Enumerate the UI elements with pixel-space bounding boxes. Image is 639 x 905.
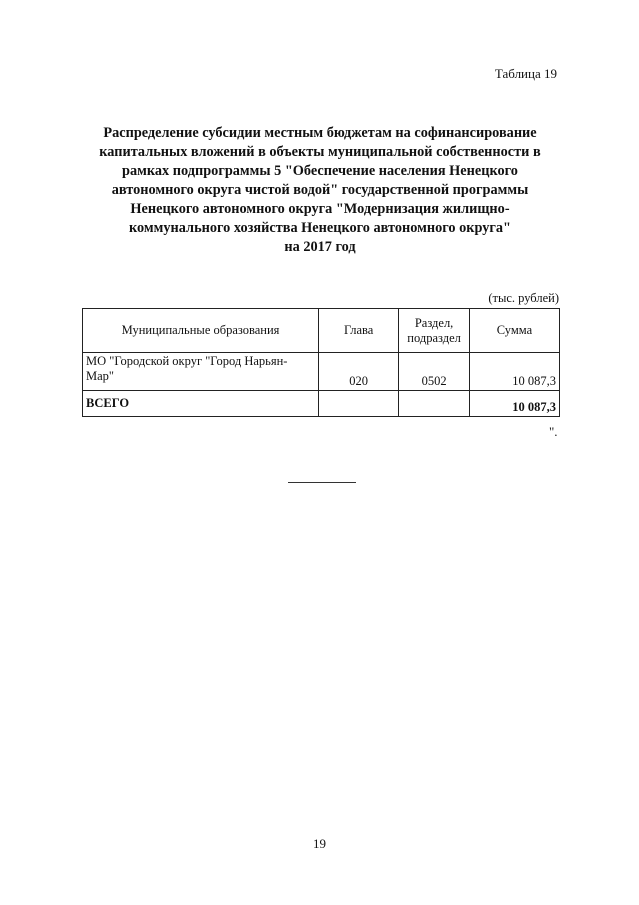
title-line: рамках подпрограммы 5 "Обеспечение населения Ненецкого: [122, 163, 518, 179]
page-number: 19: [313, 836, 326, 851]
cell-municipality: [83, 353, 319, 391]
title-line: автономного округа чистой водой" государственной программы: [111, 182, 529, 198]
table-header-row: [83, 309, 560, 353]
cell-glava: 020: [319, 353, 399, 391]
document-title: [80, 124, 560, 257]
total-summa: 10 087,3: [469, 391, 559, 417]
title-line: коммунального хозяйства Ненецкого автономного округа": [129, 220, 511, 236]
subsidy-table: [82, 308, 560, 417]
title-line: Ненецкого автономного округа "Модернизация жилищно-: [130, 201, 510, 217]
closing-quote: ".: [549, 424, 558, 439]
cell-municipality-line: Мар": [86, 369, 115, 383]
title-line: капитальных вложений в объекты муниципальной собственности в: [99, 144, 541, 160]
header-municipalities: Муниципальные образования: [83, 309, 319, 353]
table-row: [83, 353, 560, 391]
total-glava: [319, 391, 399, 417]
header-razdel: [399, 309, 470, 353]
total-razdel: [399, 391, 470, 417]
table-label: Таблица 19: [494, 66, 557, 81]
title-line: Распределение субсидии местным бюджетам на софинансирование: [103, 125, 537, 141]
units-label: (тыс. рублей): [488, 291, 559, 305]
table-total-row: [83, 391, 560, 417]
header-glava: Глава: [319, 309, 399, 353]
cell-municipality-line: МО "Городской округ "Город Нарьян-: [86, 354, 288, 368]
separator-line: [288, 482, 356, 483]
header-razdel-line: подраздел: [407, 330, 461, 345]
cell-razdel: 0502: [399, 353, 470, 391]
total-label: ВСЕГО: [83, 391, 319, 417]
header-razdel-line: Раздел,: [414, 315, 454, 330]
header-summa: Сумма: [469, 309, 559, 353]
cell-summa: 10 087,3: [469, 353, 559, 391]
title-line: на 2017 год: [284, 239, 356, 255]
